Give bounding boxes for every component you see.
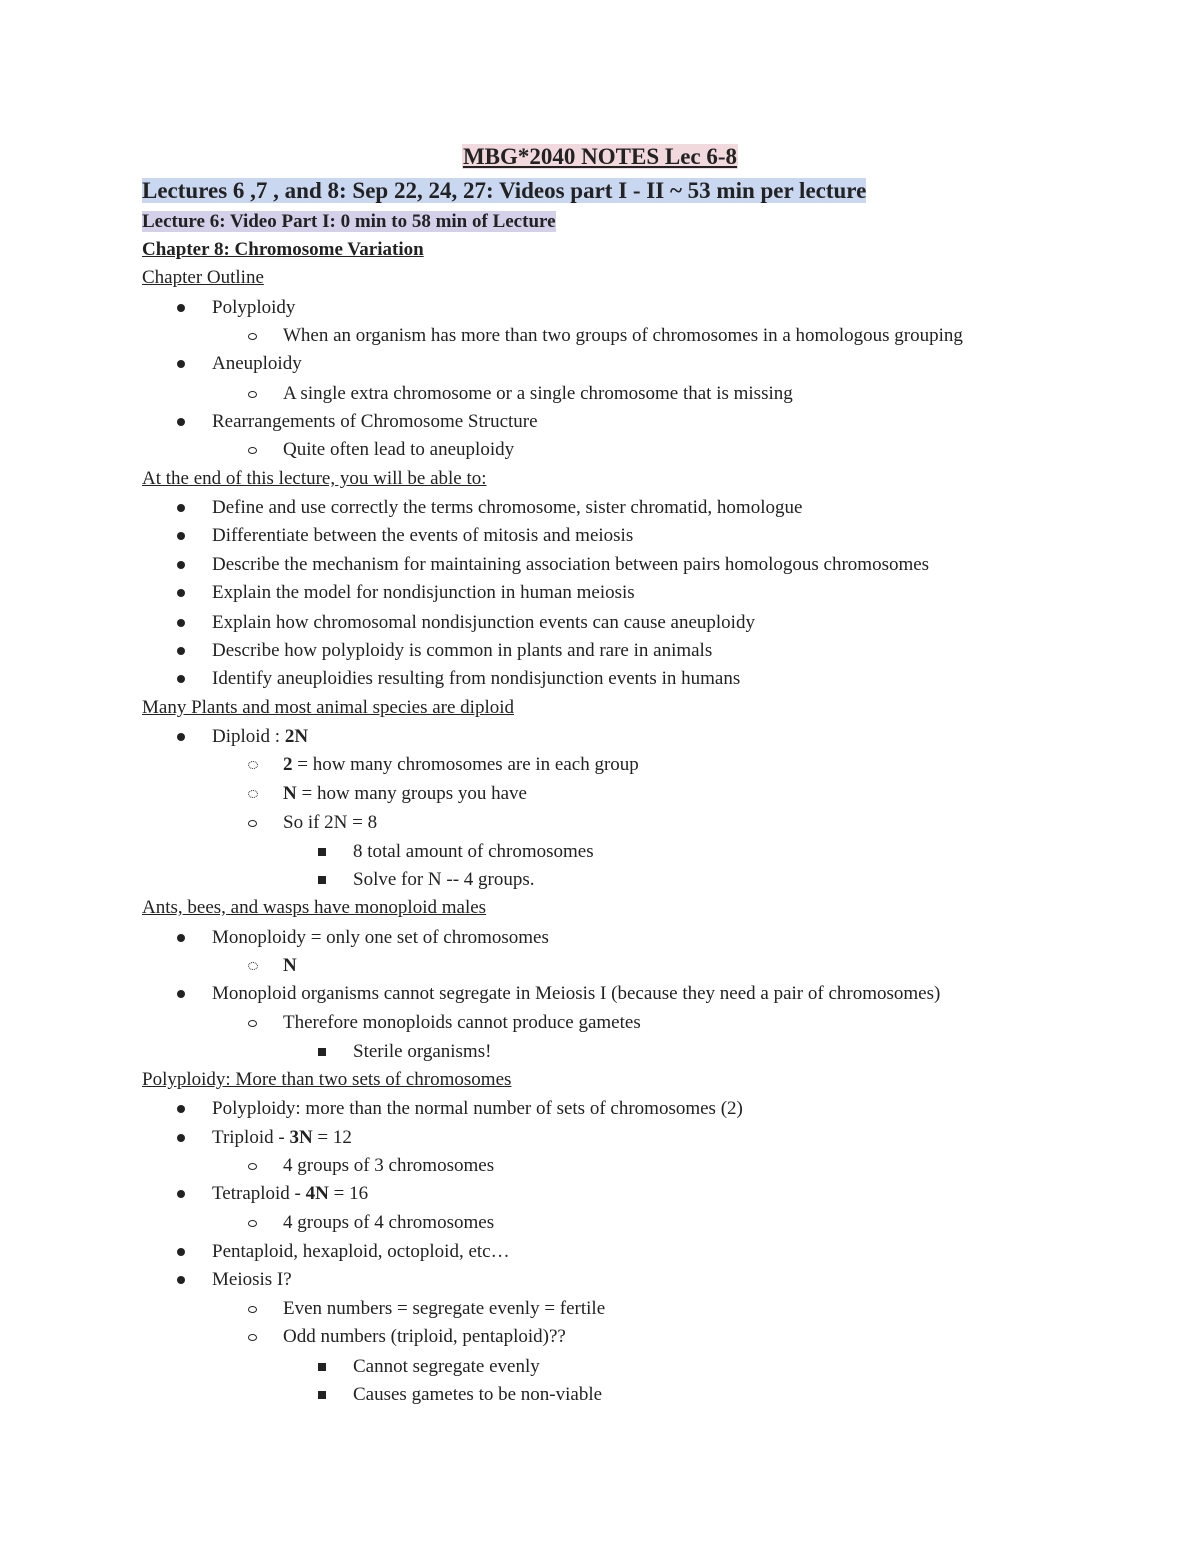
bullet-icon — [177, 1126, 185, 1150]
square-bullet-icon — [318, 1383, 326, 1407]
circle-bullet-icon — [248, 324, 257, 348]
circle-bullet-icon — [248, 382, 257, 406]
list-item: N — [283, 955, 297, 976]
list-item: Therefore monoploids cannot produce gametes — [283, 1012, 641, 1033]
list-item: Triploid - 3N = 12 — [212, 1127, 352, 1148]
square-bullet-icon — [318, 1040, 326, 1064]
dotted-circle-bullet-icon — [248, 954, 258, 978]
bullet-icon — [177, 982, 185, 1006]
dotted-circle-bullet-icon — [248, 782, 258, 806]
list-item: 2 = how many chromosomes are in each group — [283, 754, 639, 775]
chapter-heading: Chapter 8: Chromosome Variation — [142, 239, 424, 260]
diploid-heading: Many Plants and most animal species are diploid — [142, 697, 515, 718]
bullet-icon — [177, 639, 185, 663]
circle-bullet-icon — [248, 1154, 257, 1178]
square-bullet-icon — [318, 840, 326, 864]
list-item: Quite often lead to aneuploidy — [283, 439, 515, 460]
lectures-heading: Lectures 6 ,7 , and 8: Sep 22, 24, 27: Videos part I - II ~ 53 min per lecture — [142, 178, 867, 203]
square-bullet-icon — [318, 868, 326, 892]
list-item: Polyploidy — [212, 297, 296, 318]
monoploid-heading: Ants, bees, and wasps have monoploid males — [142, 897, 487, 918]
list-item: Odd numbers (triploid, pentaploid)?? — [283, 1326, 566, 1347]
outline-heading: Chapter Outline — [142, 267, 264, 288]
bullet-icon — [177, 352, 185, 376]
list-item: Explain how chromosomal nondisjunction events can cause aneuploidy — [212, 612, 755, 633]
list-item: When an organism has more than two groups of chromosomes in a homologous grouping — [283, 325, 963, 346]
polyploidy-heading: Polyploidy: More than two sets of chromosomes — [142, 1069, 512, 1090]
bullet-icon — [177, 553, 185, 577]
list-item: Tetraploid - 4N = 16 — [212, 1183, 369, 1204]
list-item: Monoploid organisms cannot segregate in Meiosis I (because they need a pair of chromosomes) — [212, 983, 941, 1004]
bullet-icon — [177, 1182, 185, 1206]
list-item: Even numbers = segregate evenly = fertile — [283, 1298, 606, 1319]
bullet-icon — [177, 1097, 185, 1121]
bullet-icon — [177, 524, 185, 548]
list-item: Describe the mechanism for maintaining association between pairs homologous chromosomes — [212, 554, 930, 575]
list-item: 8 total amount of chromosomes — [353, 841, 594, 862]
list-item: Explain the model for nondisjunction in human meiosis — [212, 582, 635, 603]
page-title: MBG*2040 NOTES Lec 6-8 — [462, 144, 738, 169]
list-item: Aneuploidy — [212, 353, 302, 374]
bullet-icon — [177, 496, 185, 520]
circle-bullet-icon — [248, 438, 257, 462]
circle-bullet-icon — [248, 1297, 257, 1321]
bullet-icon — [177, 667, 185, 691]
circle-bullet-icon — [248, 1325, 257, 1349]
list-item: 4 groups of 3 chromosomes — [283, 1155, 495, 1176]
circle-bullet-icon — [248, 1011, 257, 1035]
list-item: Pentaploid, hexaploid, octoploid, etc… — [212, 1241, 510, 1262]
bullet-icon — [177, 410, 185, 434]
circle-bullet-icon — [248, 1211, 257, 1235]
bullet-icon — [177, 611, 185, 635]
list-item: Identify aneuploidies resulting from nondisjunction events in humans — [212, 668, 741, 689]
list-item: Differentiate between the events of mitosis and meiosis — [212, 525, 634, 546]
circle-bullet-icon — [248, 811, 257, 835]
list-item: N = how many groups you have — [283, 783, 527, 804]
list-item: Describe how polyploidy is common in plants and rare in animals — [212, 640, 713, 661]
objectives-heading: At the end of this lecture, you will be able to: — [142, 468, 487, 489]
list-item: A single extra chromosome or a single chromosome that is missing — [283, 383, 793, 404]
list-item: Diploid : 2N — [212, 726, 309, 747]
lecture6-heading: Lecture 6: Video Part I: 0 min to 58 min of Lecture — [142, 211, 556, 232]
list-item: Cannot segregate evenly — [353, 1356, 540, 1377]
square-bullet-icon — [318, 1355, 326, 1379]
bullet-icon — [177, 926, 185, 950]
bullet-icon — [177, 296, 185, 320]
list-item: Monoploidy = only one set of chromosomes — [212, 927, 549, 948]
bullet-icon — [177, 725, 185, 749]
list-item: Causes gametes to be non-viable — [353, 1384, 603, 1405]
list-item: Meiosis I? — [212, 1269, 292, 1290]
list-item: Polyploidy: more than the normal number of sets of chromosomes (2) — [212, 1098, 743, 1119]
list-item: Define and use correctly the terms chromosome, sister chromatid, homologue — [212, 497, 803, 518]
list-item: So if 2N = 8 — [283, 812, 378, 833]
list-item: Solve for N -- 4 groups. — [353, 869, 535, 890]
list-item: 4 groups of 4 chromosomes — [283, 1212, 495, 1233]
dotted-circle-bullet-icon — [248, 753, 258, 777]
list-item: Sterile organisms! — [353, 1041, 492, 1062]
bullet-icon — [177, 581, 185, 605]
list-item: Rearrangements of Chromosome Structure — [212, 411, 538, 432]
bullet-icon — [177, 1268, 185, 1292]
bullet-icon — [177, 1240, 185, 1264]
